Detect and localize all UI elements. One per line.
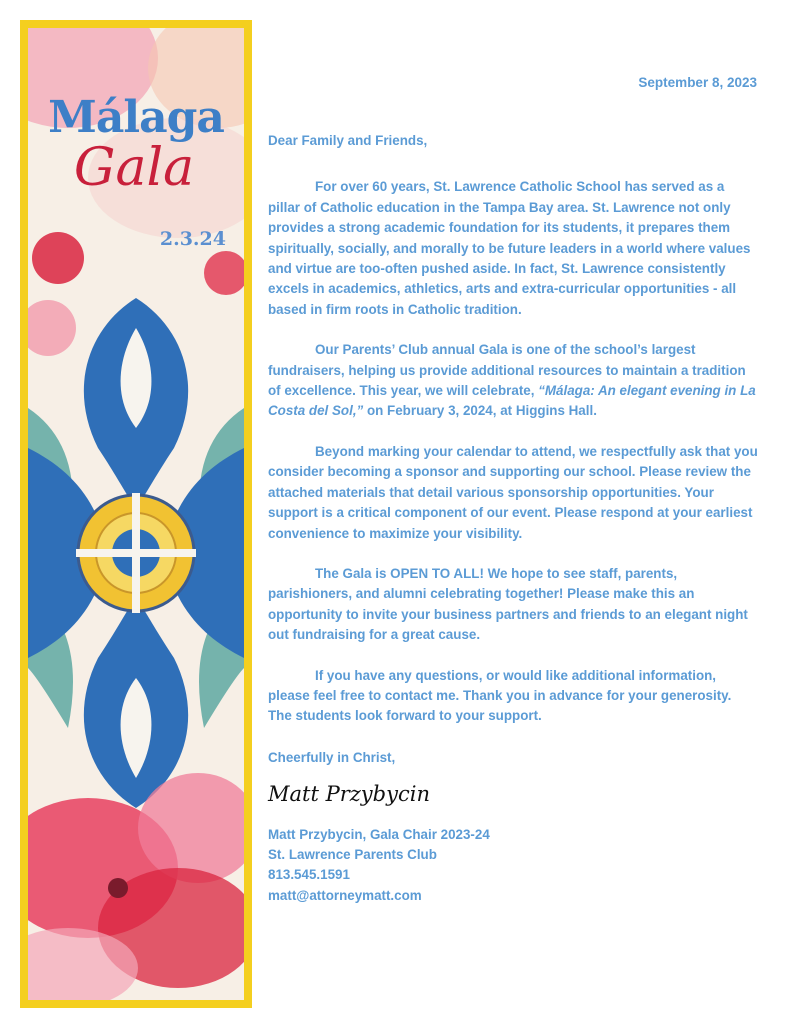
event-name: “Málaga: An elegant evening in La Costa del Sol,” [268, 383, 756, 419]
signer-phone: 813.545.1591 [268, 867, 350, 883]
gala-banner [20, 20, 252, 1008]
signer-organization: St. Lawrence Parents Club [268, 846, 437, 862]
banner-date: 2.3.24 [159, 228, 226, 250]
paragraph-5: If you have any questions, or would like additional information, please feel free to contact me. Thank you in advance for your generosity. The students look forward to your support. [268, 667, 732, 724]
paragraph-1: For over 60 years, St. Lawrence Catholic School has served as a pillar of Catholic education in the Tampa Bay area. St. Lawrence not only provides a strong academic foundation for its students, it prepares them spiritually, socially, and morally to be future leaders in a world where values and virtue are too-often pushed aside. In fact, St. Lawrence consistently excels in academics, athletics, arts and extra-curricular opportunities - all based in firm roots in Catholic tradition. [268, 179, 751, 317]
paragraph-4: The Gala is OPEN TO ALL! We hope to see staff, parents, parishioners, and alumni celebrating together! Please make this an opportunity to invite your business partners and friends to an elegant night out fundraising for a great cause. [268, 565, 748, 643]
signature: Matt Przybycin [268, 782, 430, 807]
banner-title: Málaga [48, 92, 224, 143]
signoff: Cheerfully in Christ, [268, 749, 396, 765]
signer-email: matt@attorneymatt.com [268, 887, 422, 903]
paragraph-3: Beyond marking your calendar to attend, we respectfully ask that you consider becoming a sponsor and supporting our school. Please review the attached materials that detail various sponsorship opportunities. Your support is a critical component of our event. Please respond at your earliest convenience to maximize your visibility. [268, 443, 758, 541]
paragraph-2-text-a: Our Parents’ Club annual Gala is one of the school’s largest fundraisers, helping us provide additional resources to maintain a tradition of excellence. This year, we will celebrate, [268, 342, 746, 399]
paragraph-2-text-b: on February 3, 2024, at Higgins Hall. [363, 403, 597, 419]
letter-date: September 8, 2023 [638, 75, 757, 90]
greeting: Dear Family and Friends, [268, 133, 428, 148]
letter-body [268, 131, 758, 906]
paragraph-2 [268, 340, 758, 422]
signer-name: Matt Przybycin, Gala Chair 2023-24 [268, 826, 490, 842]
banner-subtitle: Gala [73, 138, 195, 198]
